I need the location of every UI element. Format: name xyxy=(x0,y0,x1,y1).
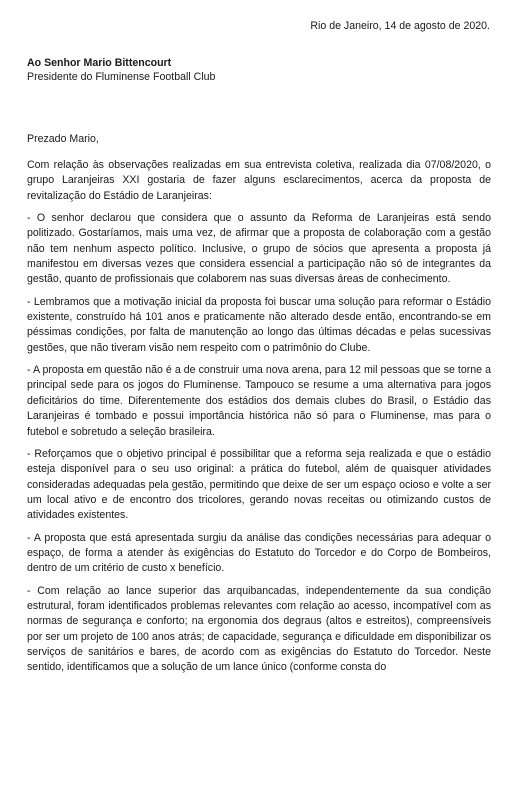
salutation: Prezado Mario, xyxy=(27,133,99,145)
paragraph-politics: - O senhor declarou que considera que o assunto da Reforma de Laranjeiras está sendo politizado. Gostaríamos, mais uma vez, de afirmar que a proposta de colaboração com a gestão não tem nenhum aspecto político. Inclusive, o grupo de sócios que apresenta a proposta já manifestou em diversas vezes que considera essencial a participação não só de integrantes da gestão, quanto de profissionais que colaborem nas suas diversas áreas de conhecimento. xyxy=(27,212,491,286)
paragraph-intro: Com relação às observações realizadas em sua entrevista coletiva, realizada dia 07/08/2020, o grupo Laranjeiras XXI gostaria de fazer alguns esclarecimentos, acerca da proposta de revitalização do Estádio de Laranjeiras: xyxy=(27,159,491,202)
recipient-name: Ao Senhor Mario Bittencourt xyxy=(27,57,172,69)
paragraph-analysis: - A proposta que está apresentada surgiu da análise das condições necessárias para adequar o espaço, de forma a atender às exigências do Estatuto do Torcedor e do Corpo de Bombeiros, dentro de um critério de custo x benefício. xyxy=(27,531,491,575)
paragraph-upper-stands: - Com relação ao lance superior das arquibancadas, independentemente da sua condição estrutural, foram identificados problemas relevantes com relação ao acesso, incompatível com as normas de segurança e conforto; na ergonomia dos degraus (altos e estreitos), compreensíveis por ser um projeto de 100 anos atrás; de capacidade, segurança e dificuldade em disponibilizar os serviços de sanitários e bares, de acordo com as exigências do Estatuto do Torcedor. Neste sentido, identificamos que a solução de um lance único (conforme consta do xyxy=(27,584,491,674)
paragraph-objective: - Reforçamos que o objetivo principal é possibilitar que a reforma seja realizada e que o estádio esteja disponível para o seu uso original: a prática do futebol, além de quaisquer atividades consideradas adequadas pela gestão, permitindo que deixe de ser um espaço ocioso e volte a ser um local ativo e de encontro dos tricolores, gerando novas receitas ou otimizando custos de atividades existentes. xyxy=(27,447,491,522)
paragraph-not-arena: - A proposta em questão não é a de construir uma nova arena, para 12 mil pessoas que se torne a principal sede para os jogos do Fluminense. Tampouco se resume a uma alternativa para jogos deficitários do time. Diferentemente dos estádios dos demais clubes do Brasil, o Estádio das Laranjeiras é tombado e possui importância histórica não só para o Fluminense, mas para o futebol e sobretudo a seleção brasileira. xyxy=(27,364,491,438)
date-line: Rio de Janeiro, 14 de agosto de 2020. xyxy=(310,20,490,32)
recipient-title: Presidente do Fluminense Football Club xyxy=(27,71,216,83)
recipient-block xyxy=(27,56,215,84)
paragraph-motivation: - Lembramos que a motivação inicial da proposta foi buscar uma solução para reformar o Estádio existente, construído há 101 anos e praticamente não alterado desde então, encontrando-se em péssimas condições, por falta de manutenção ao longo das últimas décadas e pelas sucessivas gestões, que não tiveram visão nem respeito com o patrimônio do Clube. xyxy=(27,295,491,354)
letter-body xyxy=(27,158,491,683)
